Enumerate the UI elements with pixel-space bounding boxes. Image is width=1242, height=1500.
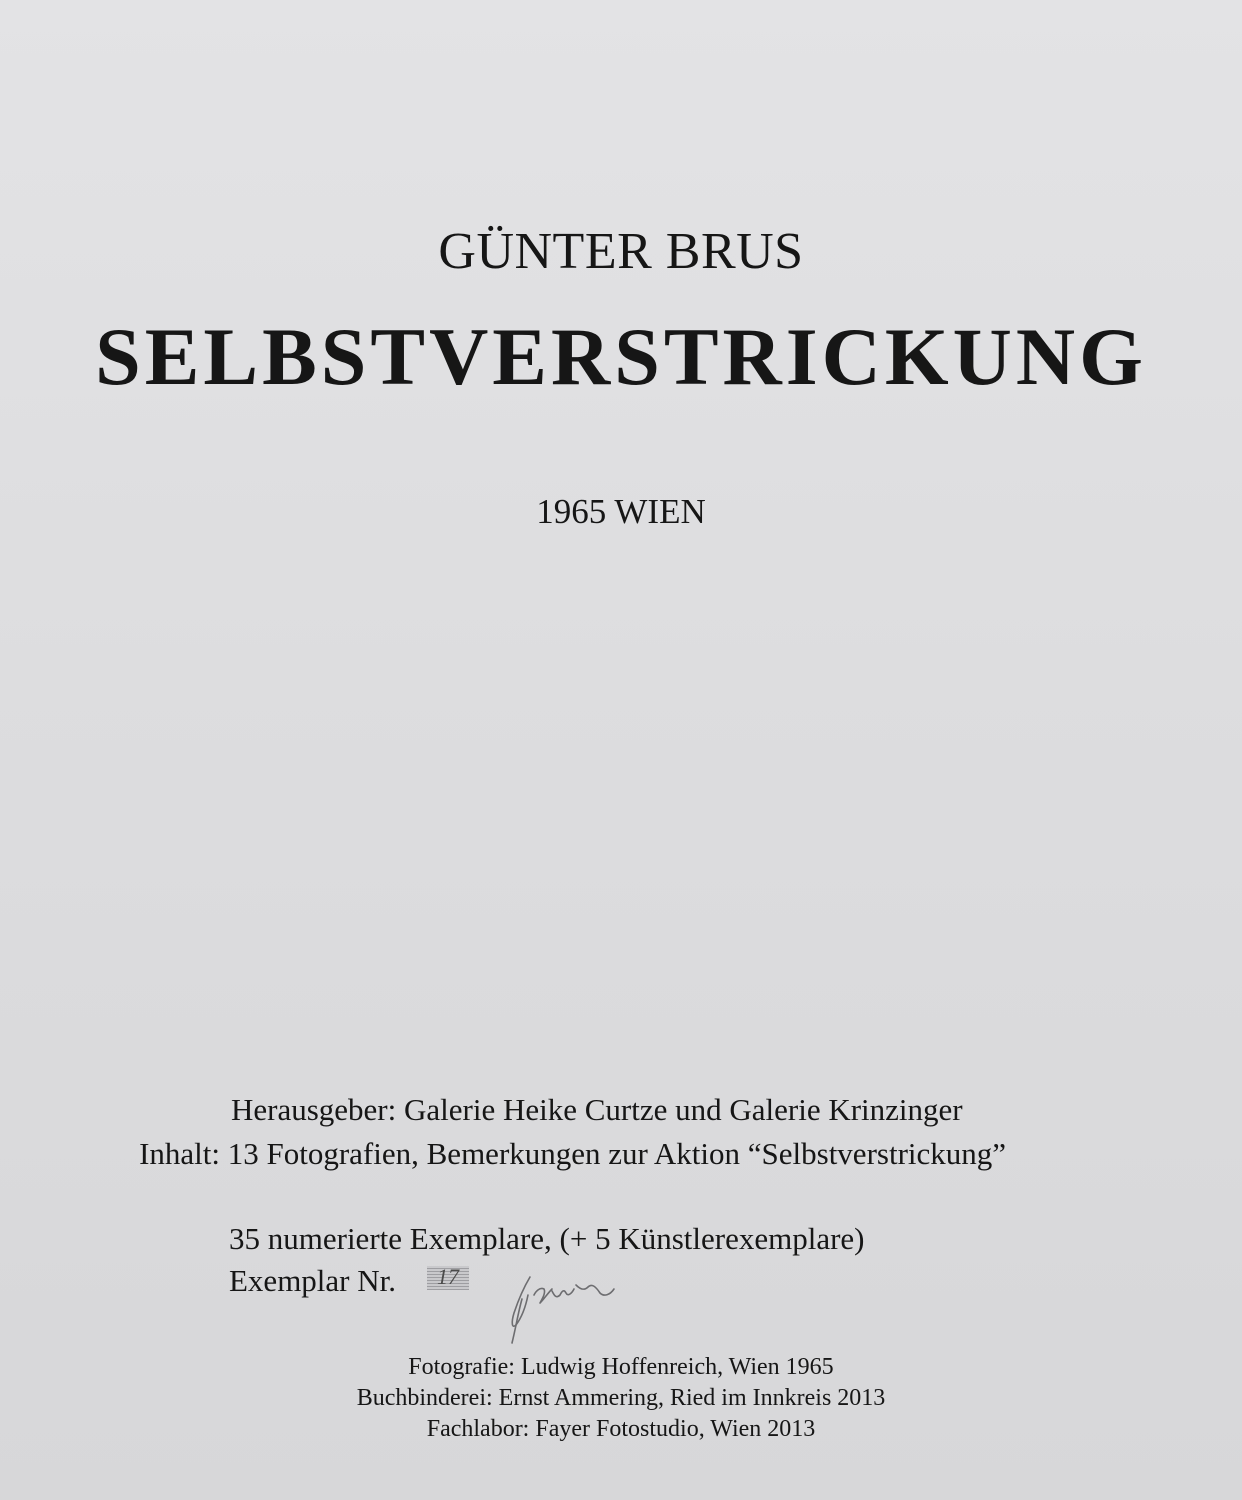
year-place: 1965 WIEN <box>536 492 706 531</box>
credits-block <box>0 1352 1242 1445</box>
contents-value: 13 Fotografien, Bemerkungen zur Aktion “Selbstverstrickung” <box>227 1136 1007 1171</box>
contents-line <box>126 1136 1006 1172</box>
author-name: GÜNTER BRUS <box>438 223 804 280</box>
credit-photography: Fotografie: Ludwig Hoffenreich, Wien 1965 <box>408 1354 834 1380</box>
edition-line: 35 numerierte Exemplare, (+ 5 Künstlerexemplare) <box>229 1221 865 1256</box>
credit-lab: Fachlabor: Fayer Fotostudio, Wien 2013 <box>426 1416 816 1442</box>
work-title: SELBSTVERSTRICKUNG <box>95 311 1147 402</box>
artist-signature <box>500 1265 630 1350</box>
contents-label: Inhalt: <box>139 1136 220 1171</box>
publisher-line <box>231 1092 963 1128</box>
copy-number-label: Exemplar Nr. <box>229 1263 397 1298</box>
credit-bookbinding: Buchbinderei: Ernst Ammering, Ried im Innkreis 2013 <box>356 1385 886 1411</box>
publisher-label: Herausgeber: <box>231 1092 397 1127</box>
copy-number-value: 17 <box>437 1264 459 1289</box>
publisher-value: Galerie Heike Curtze und Galerie Krinzinger <box>404 1092 963 1127</box>
